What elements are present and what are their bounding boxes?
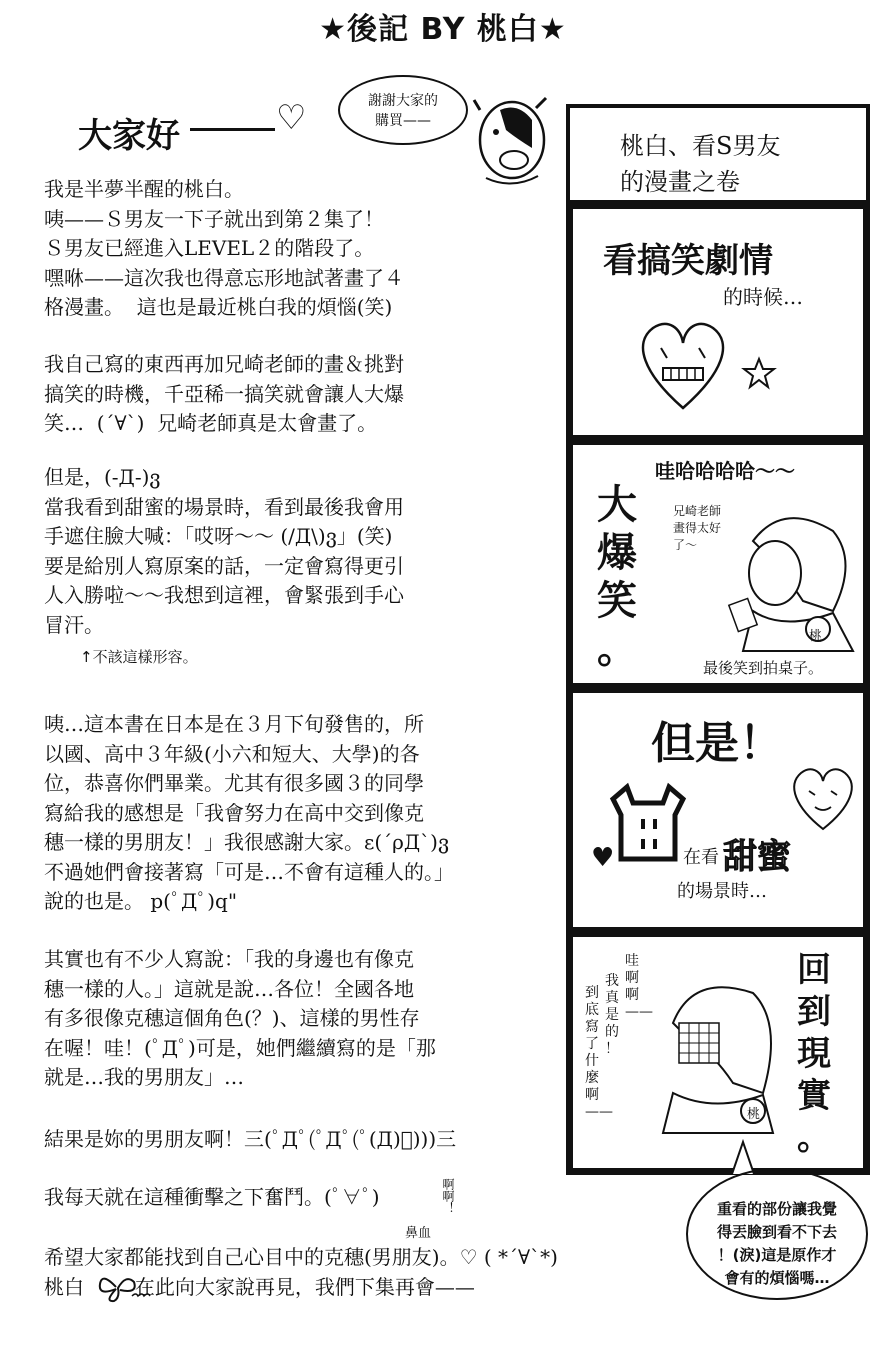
text-line: 但是，(-Д-)ვ (44, 465, 161, 489)
big-char: 笑 (597, 577, 637, 624)
text-line: 要是給別人寫原案的話，一定會寫得更引 (44, 553, 404, 578)
shout-char: 到 (585, 985, 599, 1001)
greeting-dash (190, 128, 275, 131)
shout-char: 哇 (625, 953, 639, 969)
shout-char: 啊 (585, 1087, 599, 1103)
big-char: 。 (597, 625, 637, 672)
cow-face-icon (603, 779, 693, 869)
comic-title-line2: 的漫畫之卷 (620, 168, 740, 196)
text-line: 位，恭喜你們畢業。尤其有很多國３的同學 (44, 771, 424, 795)
text-line: 結果是妳的男朋友啊！三(ﾟДﾟ(ﾟДﾟ(ﾟ(Д)ﾟ)))三 (44, 1127, 457, 1151)
shout-char: 我 (605, 973, 619, 989)
embarrassed-girl-icon (653, 973, 783, 1133)
paragraph-1 (44, 175, 534, 323)
text-line: 格漫畫。 這也是最近桃白我的煩惱(笑) (44, 295, 393, 319)
reflection-speech-bubble (686, 1168, 868, 1300)
text-line: 其實也有不少人寫說：「我的身邊也有像克 (44, 947, 414, 971)
heart-face-icon (787, 763, 859, 833)
panel2-laugh-text: 哇哈哈哈哈～～ (655, 459, 795, 483)
laughing-girl-icon (713, 501, 863, 651)
panel2-big-text (597, 481, 637, 673)
panel1-small-text: 的時候… (723, 285, 803, 309)
paragraph-4 (44, 710, 534, 917)
badge-text: 桃 (747, 1107, 761, 1122)
text-line: 不過她們會接著寫「可是…不會有這種人的。」 (44, 859, 454, 884)
heart-face-icon (633, 313, 733, 413)
big-char: 大 (597, 481, 637, 528)
comic-panel-1 (566, 202, 870, 442)
comic-title-line1: 桃白、看S男友 (620, 132, 781, 160)
cow-icon (470, 80, 560, 190)
panel3-big-text: 但是！ (651, 718, 783, 769)
panel2-caption: 最後笑到拍桌子。 (703, 659, 824, 677)
panel3-mid-text: 在看 (683, 847, 719, 868)
shout-char: 麼 (585, 1070, 599, 1086)
greeting (78, 108, 180, 157)
speech-line: 了～ (673, 538, 698, 552)
text-line: 嘿咻——這次我也得意忘形地試著畫了４ (44, 265, 404, 290)
panel1-big-text: 看搞笑劇情 (603, 241, 773, 281)
shout-char: 真 (605, 990, 619, 1006)
paragraph-5 (44, 945, 534, 1093)
comic-title-panel (566, 104, 870, 204)
paragraph-3 (44, 463, 534, 640)
text-line: 搞笑的時機，千亞稀一搞笑就會讓人大爆 (44, 381, 404, 406)
cow-speech-bubble (338, 75, 468, 145)
shout-char: 什 (585, 1053, 599, 1069)
text-line: 以國、高中３年級(小六和短大、大學)的各 (44, 741, 420, 766)
speech-line: 兄崎老師 (673, 504, 722, 518)
text-line: 就是…我的男朋友」… (44, 1065, 244, 1089)
bubble-line: ！(淚)這是原作才 (717, 1246, 837, 1264)
text-line: 穗一樣的男朋友！」我很感謝大家。ε(´ρД`)ვ (44, 830, 450, 854)
text-line: 我是半夢半醒的桃白。 (44, 177, 244, 201)
shout-char: 啊 (625, 970, 639, 986)
comic-panel-2 (566, 438, 870, 690)
big-char: 爆 (597, 529, 637, 576)
paragraph-7 (44, 1183, 534, 1213)
cow-bubble-line2: 購買—— (375, 113, 431, 129)
bubble-tail-icon (728, 1140, 758, 1174)
panel4-big-text (797, 949, 831, 1159)
big-char: 實 (797, 1076, 831, 1116)
text-line: 希望大家都能找到自己心目中的克穗(男朋友)。♡ ( *´∀`*) (44, 1245, 558, 1269)
text-line: 咦…這本書在日本是在３月下旬發售的，所 (44, 712, 424, 736)
bubble-line: 得丟臉到看不下去 (716, 1223, 837, 1241)
comic-panel-3 (566, 686, 870, 934)
text-line: 寫給我的感想是「我會努力在高中交到像克 (44, 800, 424, 825)
text-line: 人入勝啦～～我想到這裡，會緊張到手心 (44, 583, 404, 607)
nosebleed-note: 鼻血 (405, 1226, 432, 1241)
heart-icon: ♡ (276, 98, 307, 138)
bubble-line: 重看的部份讓我覺 (716, 1200, 837, 1218)
shout-char: 啊 (625, 987, 639, 1003)
big-char: 。 (797, 1118, 831, 1158)
panel3-small-text: 的場景時… (677, 881, 767, 902)
big-char: 現 (797, 1034, 831, 1074)
comic-panel-4 (566, 930, 870, 1175)
butterfly-signature-icon (96, 1270, 154, 1304)
text-line: Ｓ男友已經進入LEVEL２的階段了。 (44, 236, 375, 260)
page-title: ★後記 BY 桃白★ (319, 12, 567, 47)
text-line: 手遮住臉大喊：「哎呀～～ (/Д\)ვ」(笑) (44, 524, 393, 548)
shout-char: ！ (605, 1041, 619, 1057)
shout-char: 了 (585, 1036, 599, 1052)
text-line: 穗一樣的人。」這就是說…各位！全國各地 (44, 976, 414, 1001)
shout-char: 的 (605, 1024, 619, 1040)
big-char: 回 (797, 950, 831, 990)
ah-note: 啊啊！ (441, 1178, 455, 1214)
star-icon (743, 357, 775, 389)
panel4-shout-3 (585, 985, 613, 1121)
text-line: 冒汗。 (44, 612, 104, 637)
shout-char: —— (585, 1104, 613, 1120)
speech-line: 畫得太好 (673, 521, 722, 535)
text-line: 在喔！哇！(ﾟДﾟ)可是，她們繼續寫的是「那 (44, 1035, 436, 1060)
text-line: 說的也是。 p(ﾟДﾟ)q" (44, 889, 238, 913)
text-line: 我每天就在這種衝擊之下奮鬥。(ﾟ∀ﾟ) (44, 1185, 380, 1209)
panel3-sweet-text: 甜蜜 (723, 837, 791, 877)
text-line: 當我看到甜蜜的場景時，看到最後我會用 (44, 494, 404, 519)
greeting-text: 大家好 (78, 116, 180, 156)
small-heart-icon: ♥ (591, 843, 615, 873)
shout-char: 是 (605, 1007, 619, 1023)
cow-bubble-line1: 謝謝大家的 (368, 93, 438, 109)
badge-text: 桃 (809, 629, 823, 644)
text-line: 咦——Ｓ男友一下子就出到第２集了！ (44, 206, 384, 231)
text-line: 我自己寫的東西再加兄崎老師的畫＆挑對 (44, 352, 404, 376)
panel4-shout-1 (625, 953, 653, 1021)
shout-char: 寫 (585, 1019, 599, 1035)
text-line: 桃白 在此向大家說再見，我們下集再會—— (44, 1274, 475, 1299)
paragraph-2 (44, 350, 534, 439)
text-line: 笑… (´∀`) 兄崎老師真是太會畫了。 (44, 411, 378, 435)
shout-char: 底 (585, 1002, 599, 1018)
text-line: 有多很像克穗這個角色(？)、這樣的男性存 (44, 1006, 420, 1030)
bubble-line: 會有的煩惱嗎… (724, 1269, 830, 1287)
side-note: ↑不該這樣形容。 (80, 648, 198, 666)
shout-char: —— (625, 1004, 653, 1020)
paragraph-6 (44, 1125, 534, 1155)
big-char: 到 (797, 992, 831, 1032)
